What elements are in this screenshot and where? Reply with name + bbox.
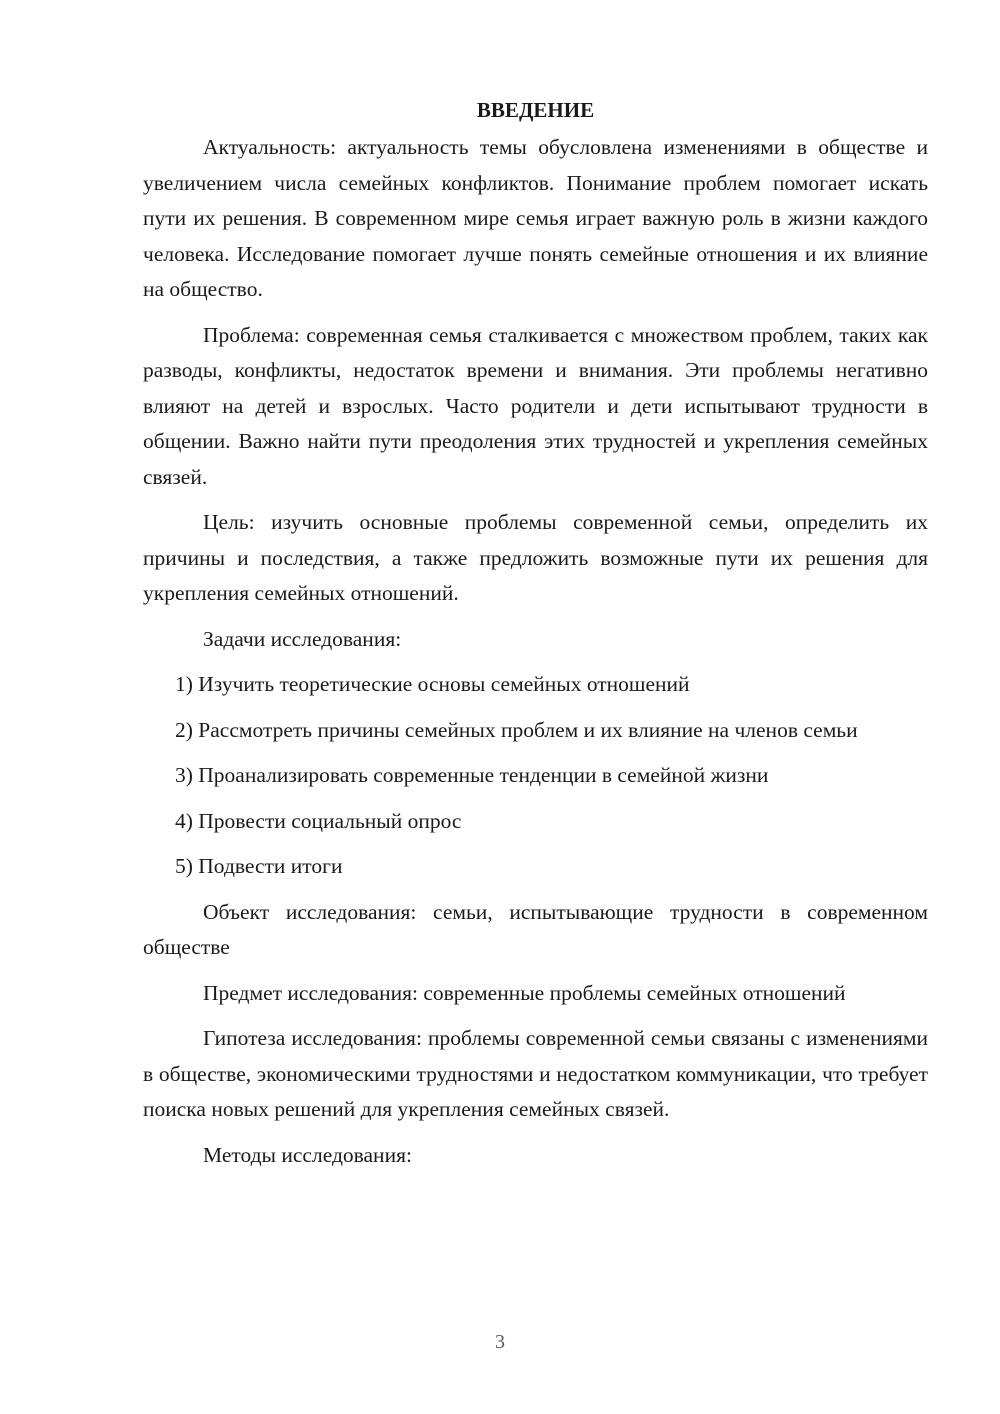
problem-paragraph: Проблема: современная семья сталкивается с множеством проблем, таких как разводы, конфликты, недостаток времени и внимания. Эти проблемы негативно влияют на детей и взрослых. Часто родители и дети испытывают трудности в общении. Важно найти пути преодоления этих трудностей и укрепления семейных связей. bbox=[143, 322, 928, 489]
hypothesis-paragraph: Гипотеза исследования: проблемы современной семьи связаны с изменениями в обществе, экономическими трудностями и недостатком коммуникации, что требует поиска новых решений для укрепления семейных связей. bbox=[143, 1026, 928, 1121]
task-item: 3) Проанализировать современные тенденции в семейной жизни bbox=[175, 763, 769, 787]
page-number: 3 bbox=[495, 1331, 505, 1353]
task-item: 1) Изучить теоретические основы семейных отношений bbox=[175, 672, 690, 696]
goal-paragraph: Цель: изучить основные проблемы современной семьи, определить их причины и последствия, а также предложить возможные пути их решения для укрепления семейных отношений. bbox=[143, 510, 928, 605]
task-item: 5) Подвести итоги bbox=[175, 854, 343, 878]
document-page bbox=[143, 95, 928, 1173]
task-item: 4) Провести социальный опрос bbox=[175, 808, 462, 833]
methods-heading: Методы исследования: bbox=[203, 1142, 412, 1167]
task-item: 2) Рассмотреть причины семейных проблем и их влияние на членов семьи bbox=[175, 717, 858, 742]
tasks-heading: Задачи исследования: bbox=[203, 626, 402, 651]
subject-paragraph: Предмет исследования: современные проблемы семейных отношений bbox=[203, 980, 846, 1005]
page-title: ВВЕДЕНИЕ bbox=[476, 98, 595, 122]
relevance-paragraph: Актуальность: актуальность темы обусловлена изменениями в обществе и увеличением числа семейных конфликтов. Понимание проблем помогает искать пути их решения. В современном мире семья играет важную роль в жизни каждого человека. Исследование помогает лучше понять семейные отношения и их влияние на общество. bbox=[143, 135, 928, 301]
object-paragraph: Объект исследования: семьи, испытывающие трудности в современном обществе bbox=[143, 899, 928, 959]
